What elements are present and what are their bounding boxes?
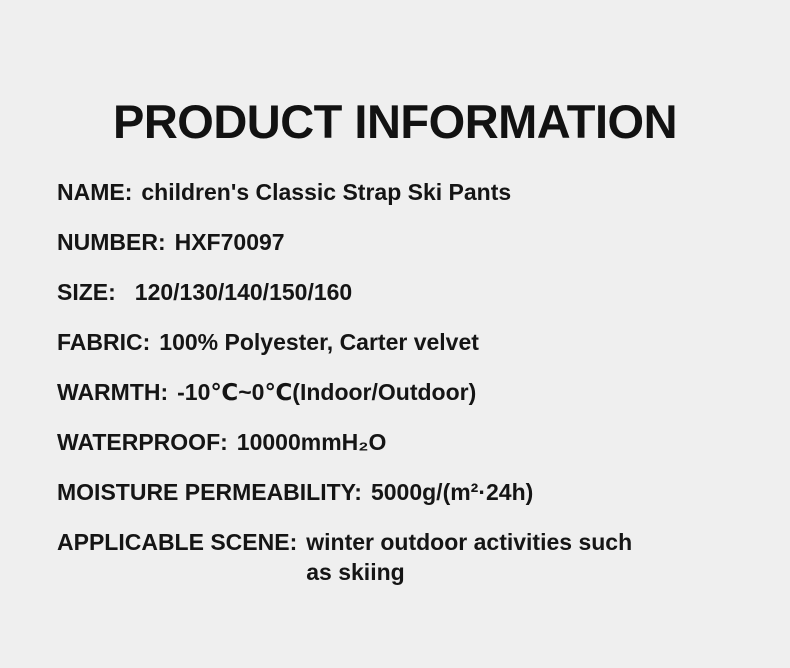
spec-value: HXF70097 (174, 229, 285, 255)
spec-label: NAME: (57, 179, 133, 205)
spec-value: winter outdoor activities such as skiing (306, 529, 633, 585)
spec-value: 120/130/140/150/160 (134, 279, 353, 305)
spec-value: 5000g/(m²·24h) (370, 479, 534, 505)
spec-label: WARMTH: (57, 379, 169, 405)
spec-row-moisture (57, 479, 760, 505)
spec-label: SIZE: (57, 279, 116, 305)
spec-row-number (57, 229, 760, 255)
spec-row-warmth (57, 379, 760, 405)
page-title: PRODUCT INFORMATION (112, 95, 678, 148)
spec-row-size (57, 279, 760, 305)
spec-value: -10℃~0℃(Indoor/Outdoor) (177, 379, 477, 405)
spec-row-waterproof (57, 429, 760, 455)
spec-value: children's Classic Strap Ski Pants (141, 179, 512, 205)
spec-label: APPLICABLE SCENE: (57, 529, 298, 555)
spec-value: 100% Polyester, Carter velvet (159, 329, 479, 355)
spec-row-name (57, 179, 760, 205)
spec-label: FABRIC: (57, 329, 151, 355)
product-spec-list (57, 179, 760, 611)
spec-label: NUMBER: (57, 229, 166, 255)
spec-label: MOISTURE PERMEABILITY: (57, 479, 362, 505)
spec-label: WATERPROOF: (57, 429, 228, 455)
spec-row-applicable-scene (57, 529, 760, 587)
spec-value: 10000mmH₂O (236, 429, 387, 455)
spec-row-fabric (57, 329, 760, 355)
